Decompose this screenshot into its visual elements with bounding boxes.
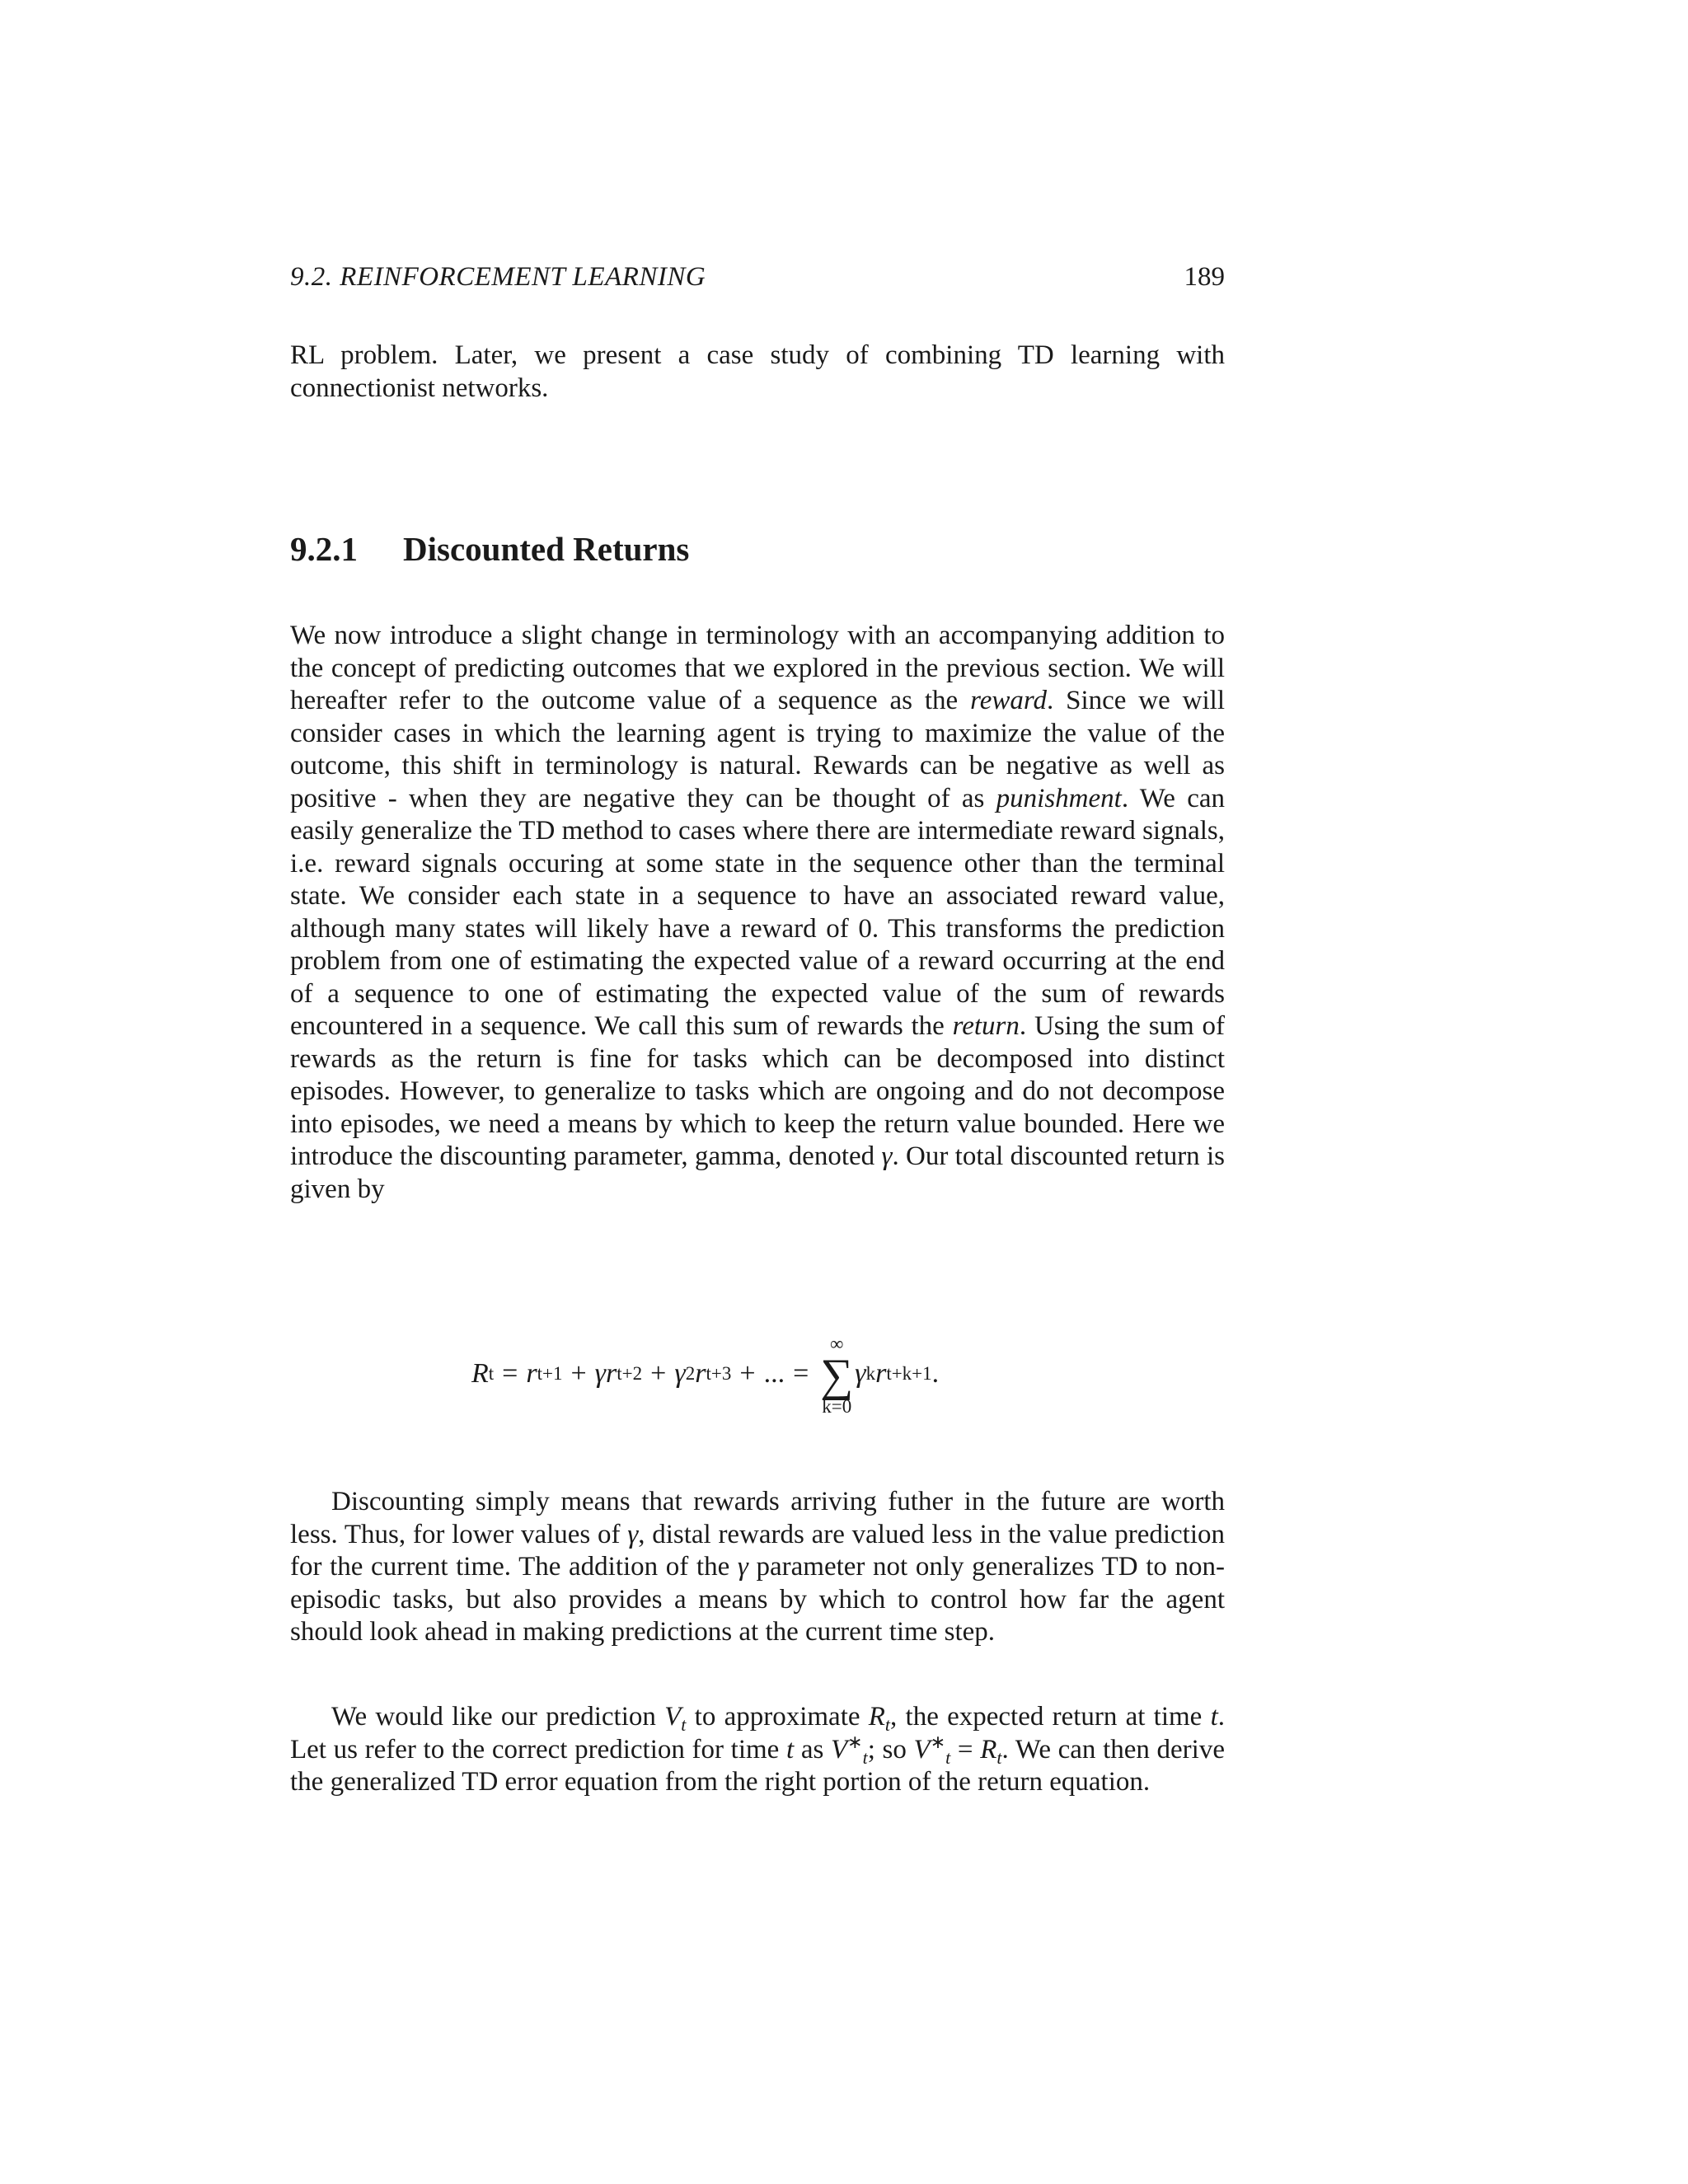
equation-body: R t = r t+1 + γr t+2 + γ 2 r t+3 + ... = ∞ ∑ k=0 γ k r t+k+1 . — [471, 1333, 940, 1417]
text-span: Discounting simply means that rewards arriving futher in the future are worth less. Thus, for lower values of — [290, 1487, 1225, 1549]
sigma-symbol: ∑ — [820, 1350, 854, 1401]
text-span: . Since we will consider cases in which the learning agent is trying to maximize the value of the outcome, this shift in terminology is natural. Rewards can be negative as well as positive - when they are negative they can be thought of as — [290, 686, 1225, 813]
text-span: We now introduce a slight change in terminology with an accompanying addition to the concept of predicting outcomes that we explored in the previous section. We will hereafter refer to the outcome value of a sequence as the — [290, 621, 1225, 715]
summation — [820, 1335, 853, 1416]
text-span: ; so — [867, 1734, 914, 1765]
paragraph-prediction — [290, 1701, 1225, 1799]
math-r-sub: t — [884, 1714, 891, 1735]
intro-paragraph: RL problem. Later, we present a case study of combining TD learning with connectionist networks. — [290, 340, 1225, 403]
math-r: R — [868, 1702, 885, 1732]
eq-plus: + — [570, 1358, 587, 1389]
text-span: = — [950, 1734, 981, 1765]
eq-summand-base: γ — [855, 1358, 866, 1389]
math-gamma: γ — [881, 1141, 893, 1171]
math-r: R — [980, 1734, 997, 1765]
sum-upper-limit: ∞ — [830, 1333, 844, 1354]
text-span: . We can then derive the generalized TD error equation from the right portion of the return equation. — [290, 1734, 1225, 1797]
document-page — [290, 0, 1225, 2184]
section-title: Discounted Returns — [403, 530, 690, 568]
term-return: return — [952, 1011, 1020, 1041]
text-span: , distal rewards are valued less in the value prediction for the current time. The addition of the — [290, 1519, 1226, 1582]
return-equation — [290, 1317, 1225, 1424]
text-span: to approximate — [686, 1702, 869, 1732]
paragraph-discounting — [290, 1486, 1225, 1649]
text-span: . Using the sum of rewards as the return is fine for tasks which can be decomposed into distinct episodes. However, to generalize to tasks which are ongoing and do not decompose into episodes, we need a means by which to keep the return value bounded. Here we introduce the discounting parameter, gamma, denoted — [290, 1011, 1225, 1171]
math-r-sub: t — [996, 1746, 1002, 1768]
math-vstar-sub: t — [862, 1746, 868, 1768]
math-vstar: V — [913, 1734, 931, 1765]
eq-term3-r: r — [695, 1358, 706, 1389]
math-vstar: V — [830, 1734, 848, 1765]
text-span: . We can easily generalize the TD method to cases where there are intermediate reward signals, i.e. reward signals occuring at some state in the sequence other than the terminal state. We consider each state in a sequence to have an associated reward value, although many states will likely have a reward of 0. This transforms the prediction problem from one of estimating the expected value of a reward occurring at the end of a sequence to one of estimating the expected value of the sum of rewards encountered in a sequence. We call this sum of rewards the — [290, 783, 1225, 1041]
eq-summand-r: r — [875, 1358, 887, 1389]
math-v-sub: t — [681, 1714, 687, 1735]
math-t: t — [785, 1734, 795, 1765]
paragraph-discounted-returns — [290, 620, 1225, 1206]
term-punishment: punishment — [996, 783, 1122, 813]
eq-ellipsis: ... — [763, 1358, 785, 1389]
section-number: 9.2.1 — [290, 530, 358, 568]
running-header — [290, 262, 1225, 293]
section-heading — [290, 529, 689, 569]
running-header-section: 9.2. REINFORCEMENT LEARNING — [290, 262, 706, 292]
text-span: , the expected return at time — [890, 1702, 1211, 1732]
math-gamma: γ — [627, 1519, 639, 1549]
eq-equals: = — [793, 1358, 809, 1389]
eq-equals: = — [502, 1358, 518, 1389]
math-v: V — [664, 1702, 682, 1732]
text-span: We would like our prediction — [331, 1702, 665, 1732]
eq-plus: + — [650, 1358, 667, 1389]
math-gamma: γ — [737, 1552, 748, 1582]
math-vstar-sup: ∗ — [930, 1731, 946, 1752]
text-span: . Let us refer to the correct prediction for time — [290, 1702, 1225, 1765]
term-reward: reward — [970, 686, 1047, 715]
text-span: as — [794, 1734, 831, 1765]
math-vstar-sup: ∗ — [847, 1731, 863, 1752]
eq-plus: + — [739, 1358, 756, 1389]
sum-lower-limit: k=0 — [822, 1396, 852, 1417]
math-t: t — [1210, 1702, 1218, 1732]
eq-term2: γr — [594, 1358, 617, 1389]
text-span: . Our total discounted return is given by — [290, 1141, 1225, 1204]
eq-term1: r — [526, 1358, 537, 1389]
eq-term3-base: γ — [674, 1358, 686, 1389]
eq-period: . — [931, 1358, 940, 1389]
text-span: parameter not only generalizes TD to non-episodic tasks, but also provides a means by which to control how far the agent should look ahead in making predictions at the current time step. — [290, 1552, 1225, 1647]
math-vstar-sub: t — [945, 1746, 951, 1768]
page-number: 189 — [1184, 262, 1225, 292]
eq-lhs: R — [471, 1358, 489, 1389]
